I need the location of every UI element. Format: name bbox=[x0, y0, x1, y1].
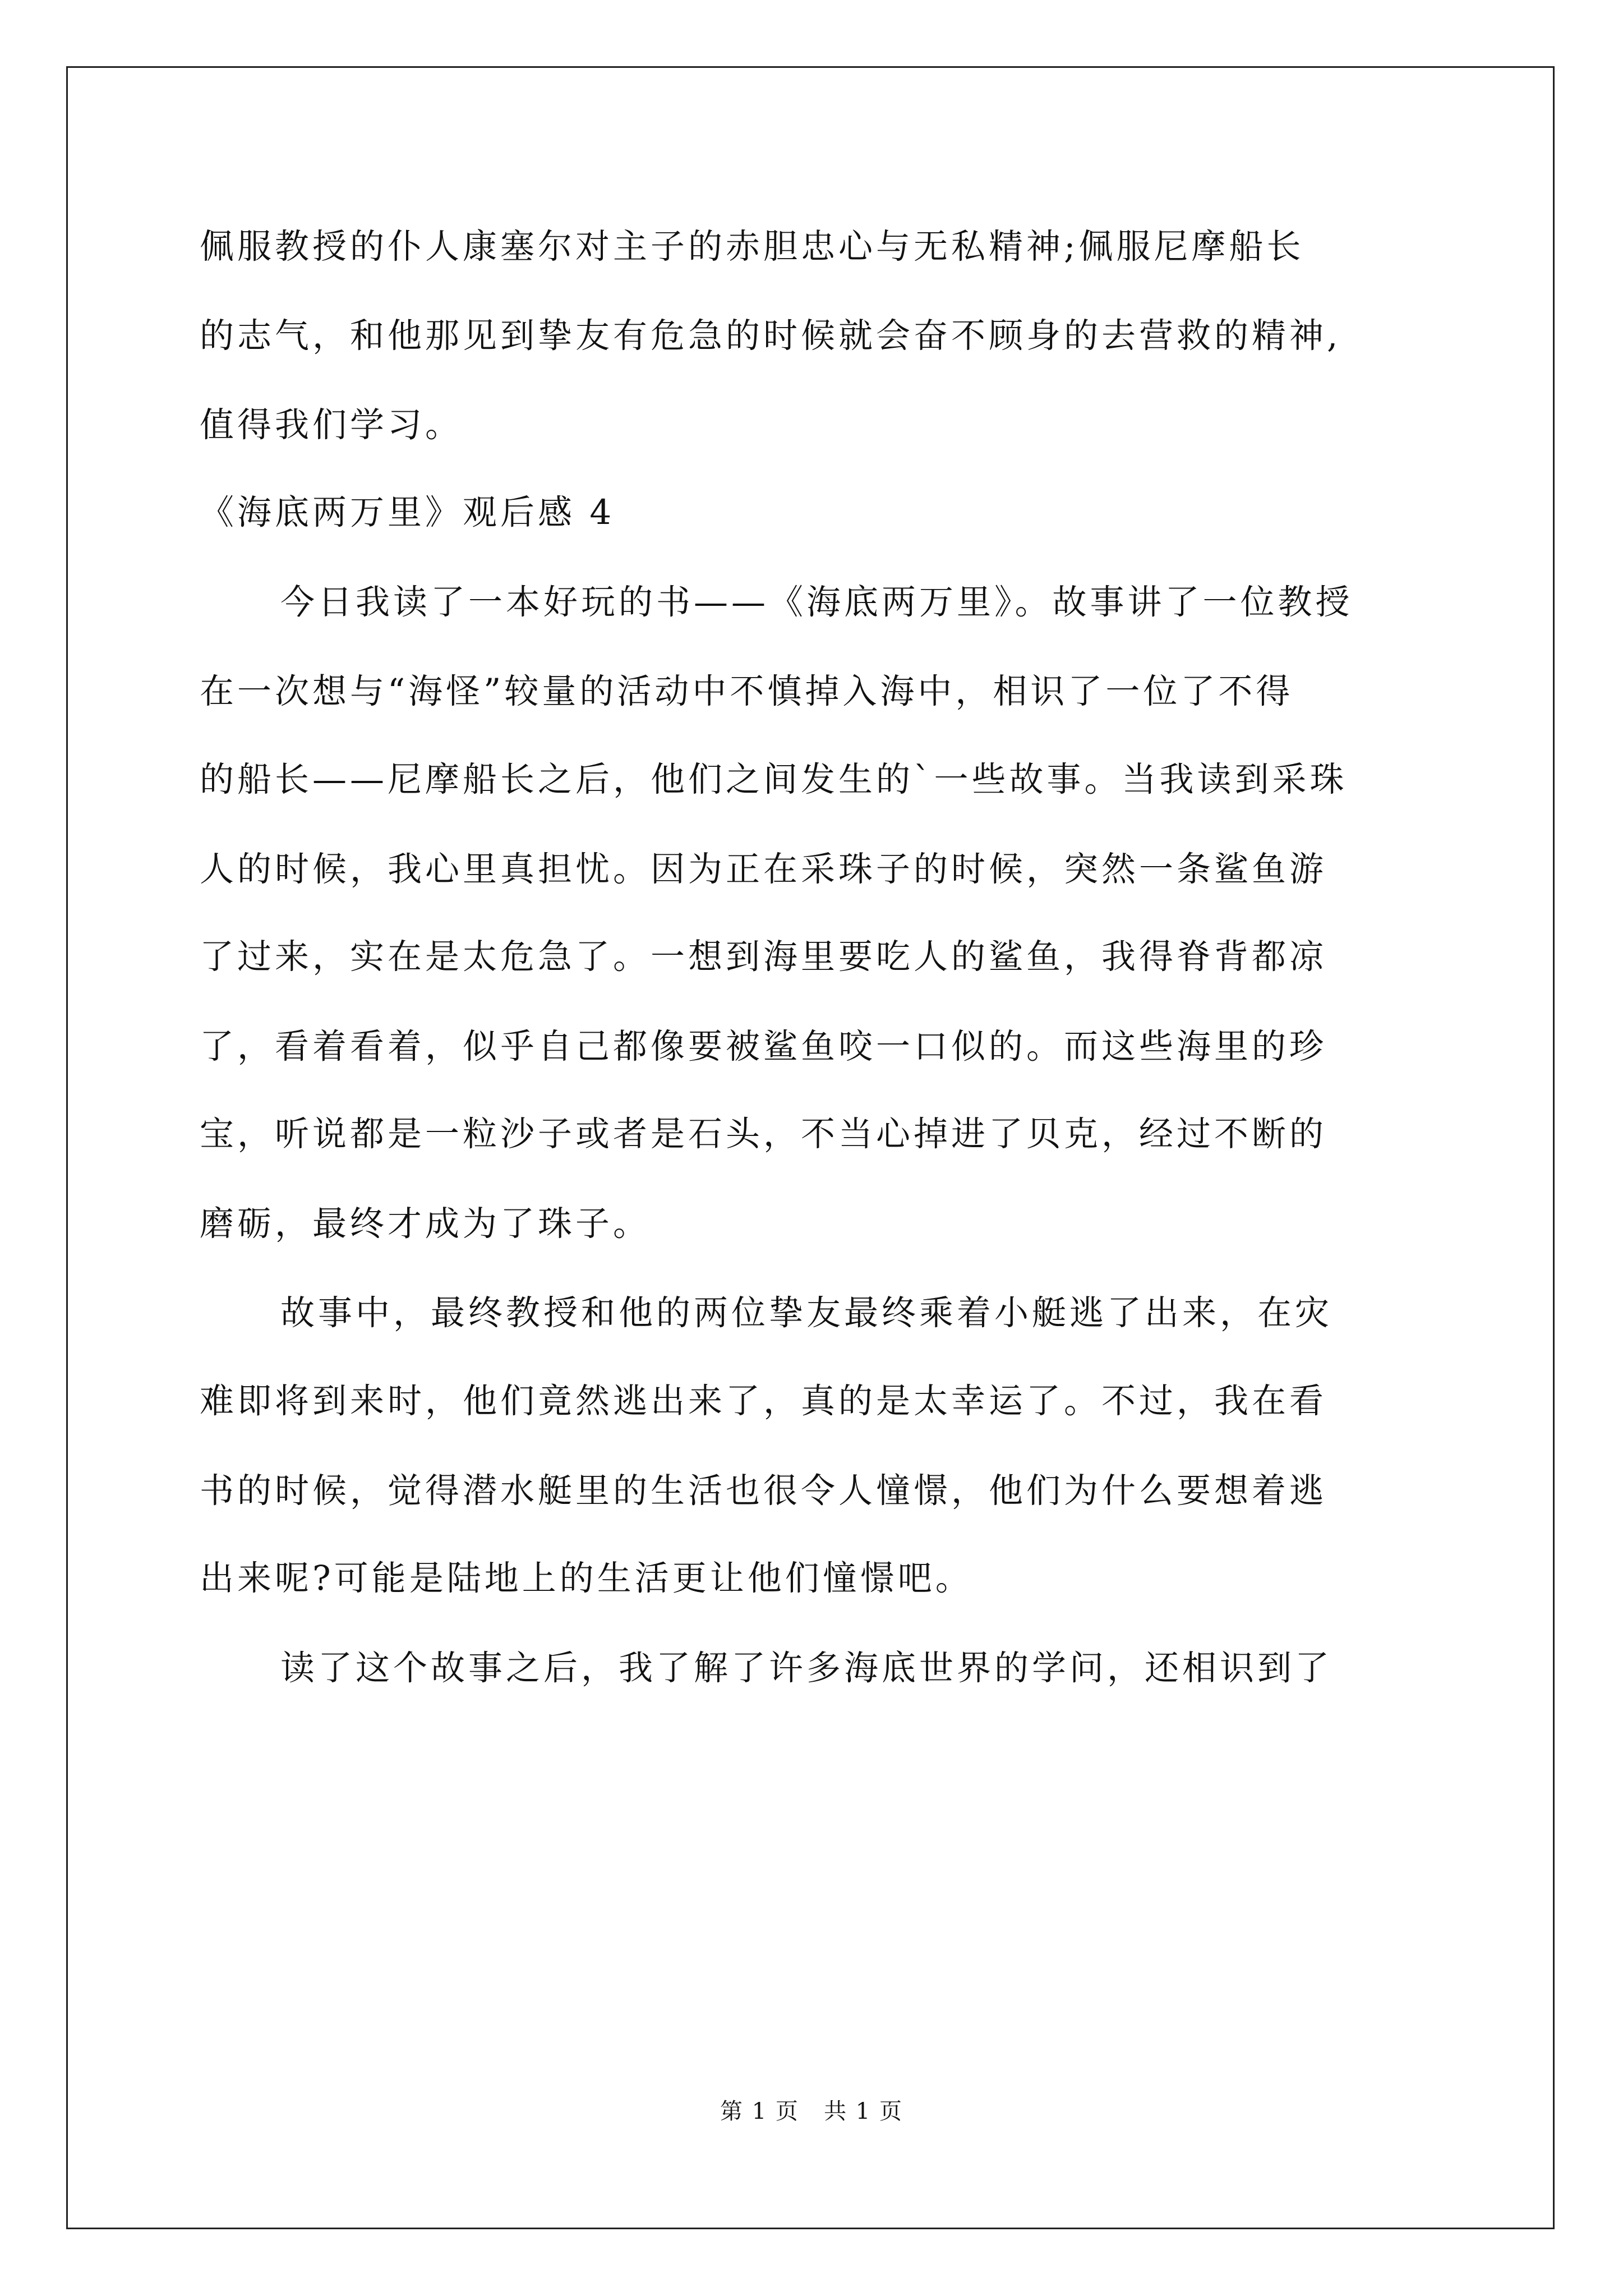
text-line: 的志气，和他那见到挚友有危急的时候就会奋不顾身的去营救的精神, bbox=[200, 316, 1341, 356]
text-line: 故事中，最终教授和他的两位挚友最终乘着小艇逃了出来，在灾 bbox=[280, 1293, 1333, 1333]
text-line: 佩服教授的仆人康塞尔对主子的赤胆忠心与无私精神;佩服尼摩船长 bbox=[200, 227, 1304, 266]
text-line: 的船长——尼摩船长之后，他们之间发生的`一些故事。当我读到采珠 bbox=[200, 760, 1348, 799]
text-line: 出来呢?可能是陆地上的生活更让他们憧憬吧。 bbox=[200, 1558, 973, 1598]
section-heading: 《海底两万里》观后感 4 bbox=[200, 493, 615, 532]
text-line: 宝，听说都是一粒沙子或者是石头，不当心掉进了贝克，经过不断的 bbox=[200, 1114, 1327, 1154]
text-line: 了，看着看着，似乎自己都像要被鲨鱼咬一口似的。而这些海里的珍 bbox=[200, 1027, 1327, 1066]
text-line: 磨砺，最终才成为了珠子。 bbox=[200, 1204, 651, 1244]
text-line: 读了这个故事之后，我了解了许多海底世界的学问，还相识到了 bbox=[280, 1648, 1333, 1688]
text-line: 在一次想与“海怪”较量的活动中不慎掉入海中，相识了一位了不得 bbox=[200, 671, 1294, 711]
text-line: 难即将到来时，他们竟然逃出来了，真的是太幸运了。不过，我在看 bbox=[200, 1381, 1327, 1421]
text-line: 人的时候，我心里真担忧。因为正在采珠子的时候，突然一条鲨鱼游 bbox=[200, 849, 1327, 889]
text-line: 今日我读了一本好玩的书——《海底两万里》。故事讲了一位教授 bbox=[280, 582, 1353, 622]
page-footer: 第 1 页 共 1 页 bbox=[720, 2099, 903, 2124]
text-line: 值得我们学习。 bbox=[200, 405, 463, 445]
text-line: 了过来，实在是太危急了。一想到海里要吃人的鲨鱼，我得脊背都凉 bbox=[200, 937, 1327, 977]
text-line: 书的时候，觉得潜水艇里的生活也很令人憧憬，他们为什么要想着逃 bbox=[200, 1471, 1327, 1511]
